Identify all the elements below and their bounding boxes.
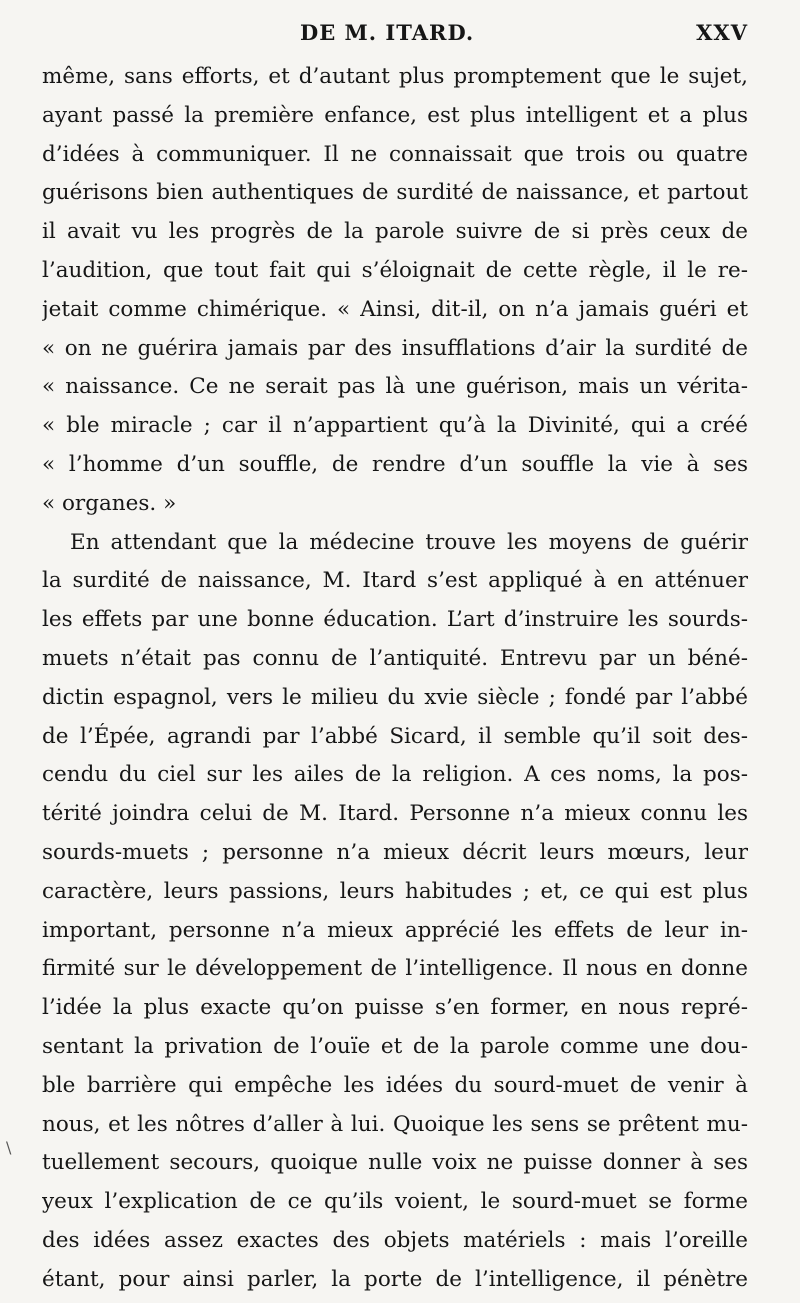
text-line: térité joindra celui de M. Itard. Personne n’a mieux connu les bbox=[42, 801, 748, 827]
text-line: même, sans efforts, et d’autant plus promptement que le sujet, bbox=[42, 64, 748, 89]
text-line: cendu du ciel sur les ailes de la religion. A ces noms, la pos- bbox=[42, 762, 748, 788]
text-line: ayant passé la première enfance, est plus intelligent et a plus bbox=[42, 102, 748, 128]
running-head: DE M. ITARD. bbox=[300, 20, 475, 45]
text-line: firmité sur le développement de l’intelligence. Il nous en donne bbox=[42, 956, 748, 982]
text-line: muets n’était pas connu de l’antiquité. Entrevu par un béné- bbox=[42, 645, 748, 671]
text-line: il avait vu les progrès de la parole suivre de si près ceux de bbox=[42, 219, 748, 245]
text-line: sourds-muets ; personne n’a mieux décrit leurs mœurs, leur bbox=[42, 839, 748, 865]
text-line: « naissance. Ce ne serait pas là une guérison, mais un vérita- bbox=[42, 374, 748, 400]
text-line: important, personne n’a mieux apprécié les effets de leur in- bbox=[42, 917, 748, 943]
text-line: « organes. » bbox=[42, 490, 177, 516]
text-line: tuellement secours, quoique nulle voix ne puisse donner à ses bbox=[42, 1150, 748, 1176]
text-line: « ble miracle ; car il n’appartient qu’à la Divinité, qui a créé bbox=[42, 413, 748, 439]
text-line: la surdité de naissance, M. Itard s’est appliqué à en atténuer bbox=[42, 568, 748, 594]
body-text bbox=[42, 58, 748, 1300]
text-line: nous, et les nôtres d’aller à lui. Quoique les sens se prêtent mu- bbox=[42, 1111, 748, 1137]
text-line: d’idées à communiquer. Il ne connaissait que trois ou quatre bbox=[42, 141, 748, 167]
text-line: étant, pour ainsi parler, la porte de l’intelligence, il pénètre bbox=[42, 1266, 748, 1292]
text-line: l’audition, que tout fait qui s’éloignait de cette règle, il le re- bbox=[42, 257, 748, 283]
text-line: les effets par une bonne éducation. L’art d’instruire les sourds- bbox=[42, 607, 748, 633]
text-line: guérisons bien authentiques de surdité de naissance, et partout bbox=[42, 180, 748, 206]
text-line: de l’Épée, agrandi par l’abbé Sicard, il semble qu’il soit des- bbox=[42, 723, 748, 749]
text-line: caractère, leurs passions, leurs habitudes ; et, ce qui est plus bbox=[42, 878, 748, 904]
margin-mark: \ bbox=[6, 1138, 12, 1157]
page-header bbox=[0, 14, 800, 54]
text-line: dictin espagnol, vers le milieu du xvie siècle ; fondé par l’abbé bbox=[42, 684, 748, 710]
text-line: sentant la privation de l’ouïe et de la parole comme une dou- bbox=[42, 1033, 748, 1059]
text-line: « on ne guérira jamais par des insufflations d’air la surdité de bbox=[42, 335, 748, 361]
page-number: XXV bbox=[696, 20, 748, 45]
text-line: ble barrière qui empêche les idées du sourd-muet de venir à bbox=[42, 1072, 748, 1098]
text-line: l’idée la plus exacte qu’on puisse s’en former, en nous repré- bbox=[42, 995, 748, 1021]
text-line: des idées assez exactes des objets matériels : mais l’oreille bbox=[42, 1227, 748, 1253]
text-line: En attendant que la médecine trouve les moyens de guérir bbox=[70, 529, 748, 555]
text-line: yeux l’explication de ce qu’ils voient, le sourd-muet se forme bbox=[42, 1189, 748, 1215]
text-line: jetait comme chimérique. « Ainsi, dit-il, on n’a jamais guéri et bbox=[42, 296, 748, 322]
text-line: « l’homme d’un souffle, de rendre d’un souffle la vie à ses bbox=[42, 451, 748, 477]
